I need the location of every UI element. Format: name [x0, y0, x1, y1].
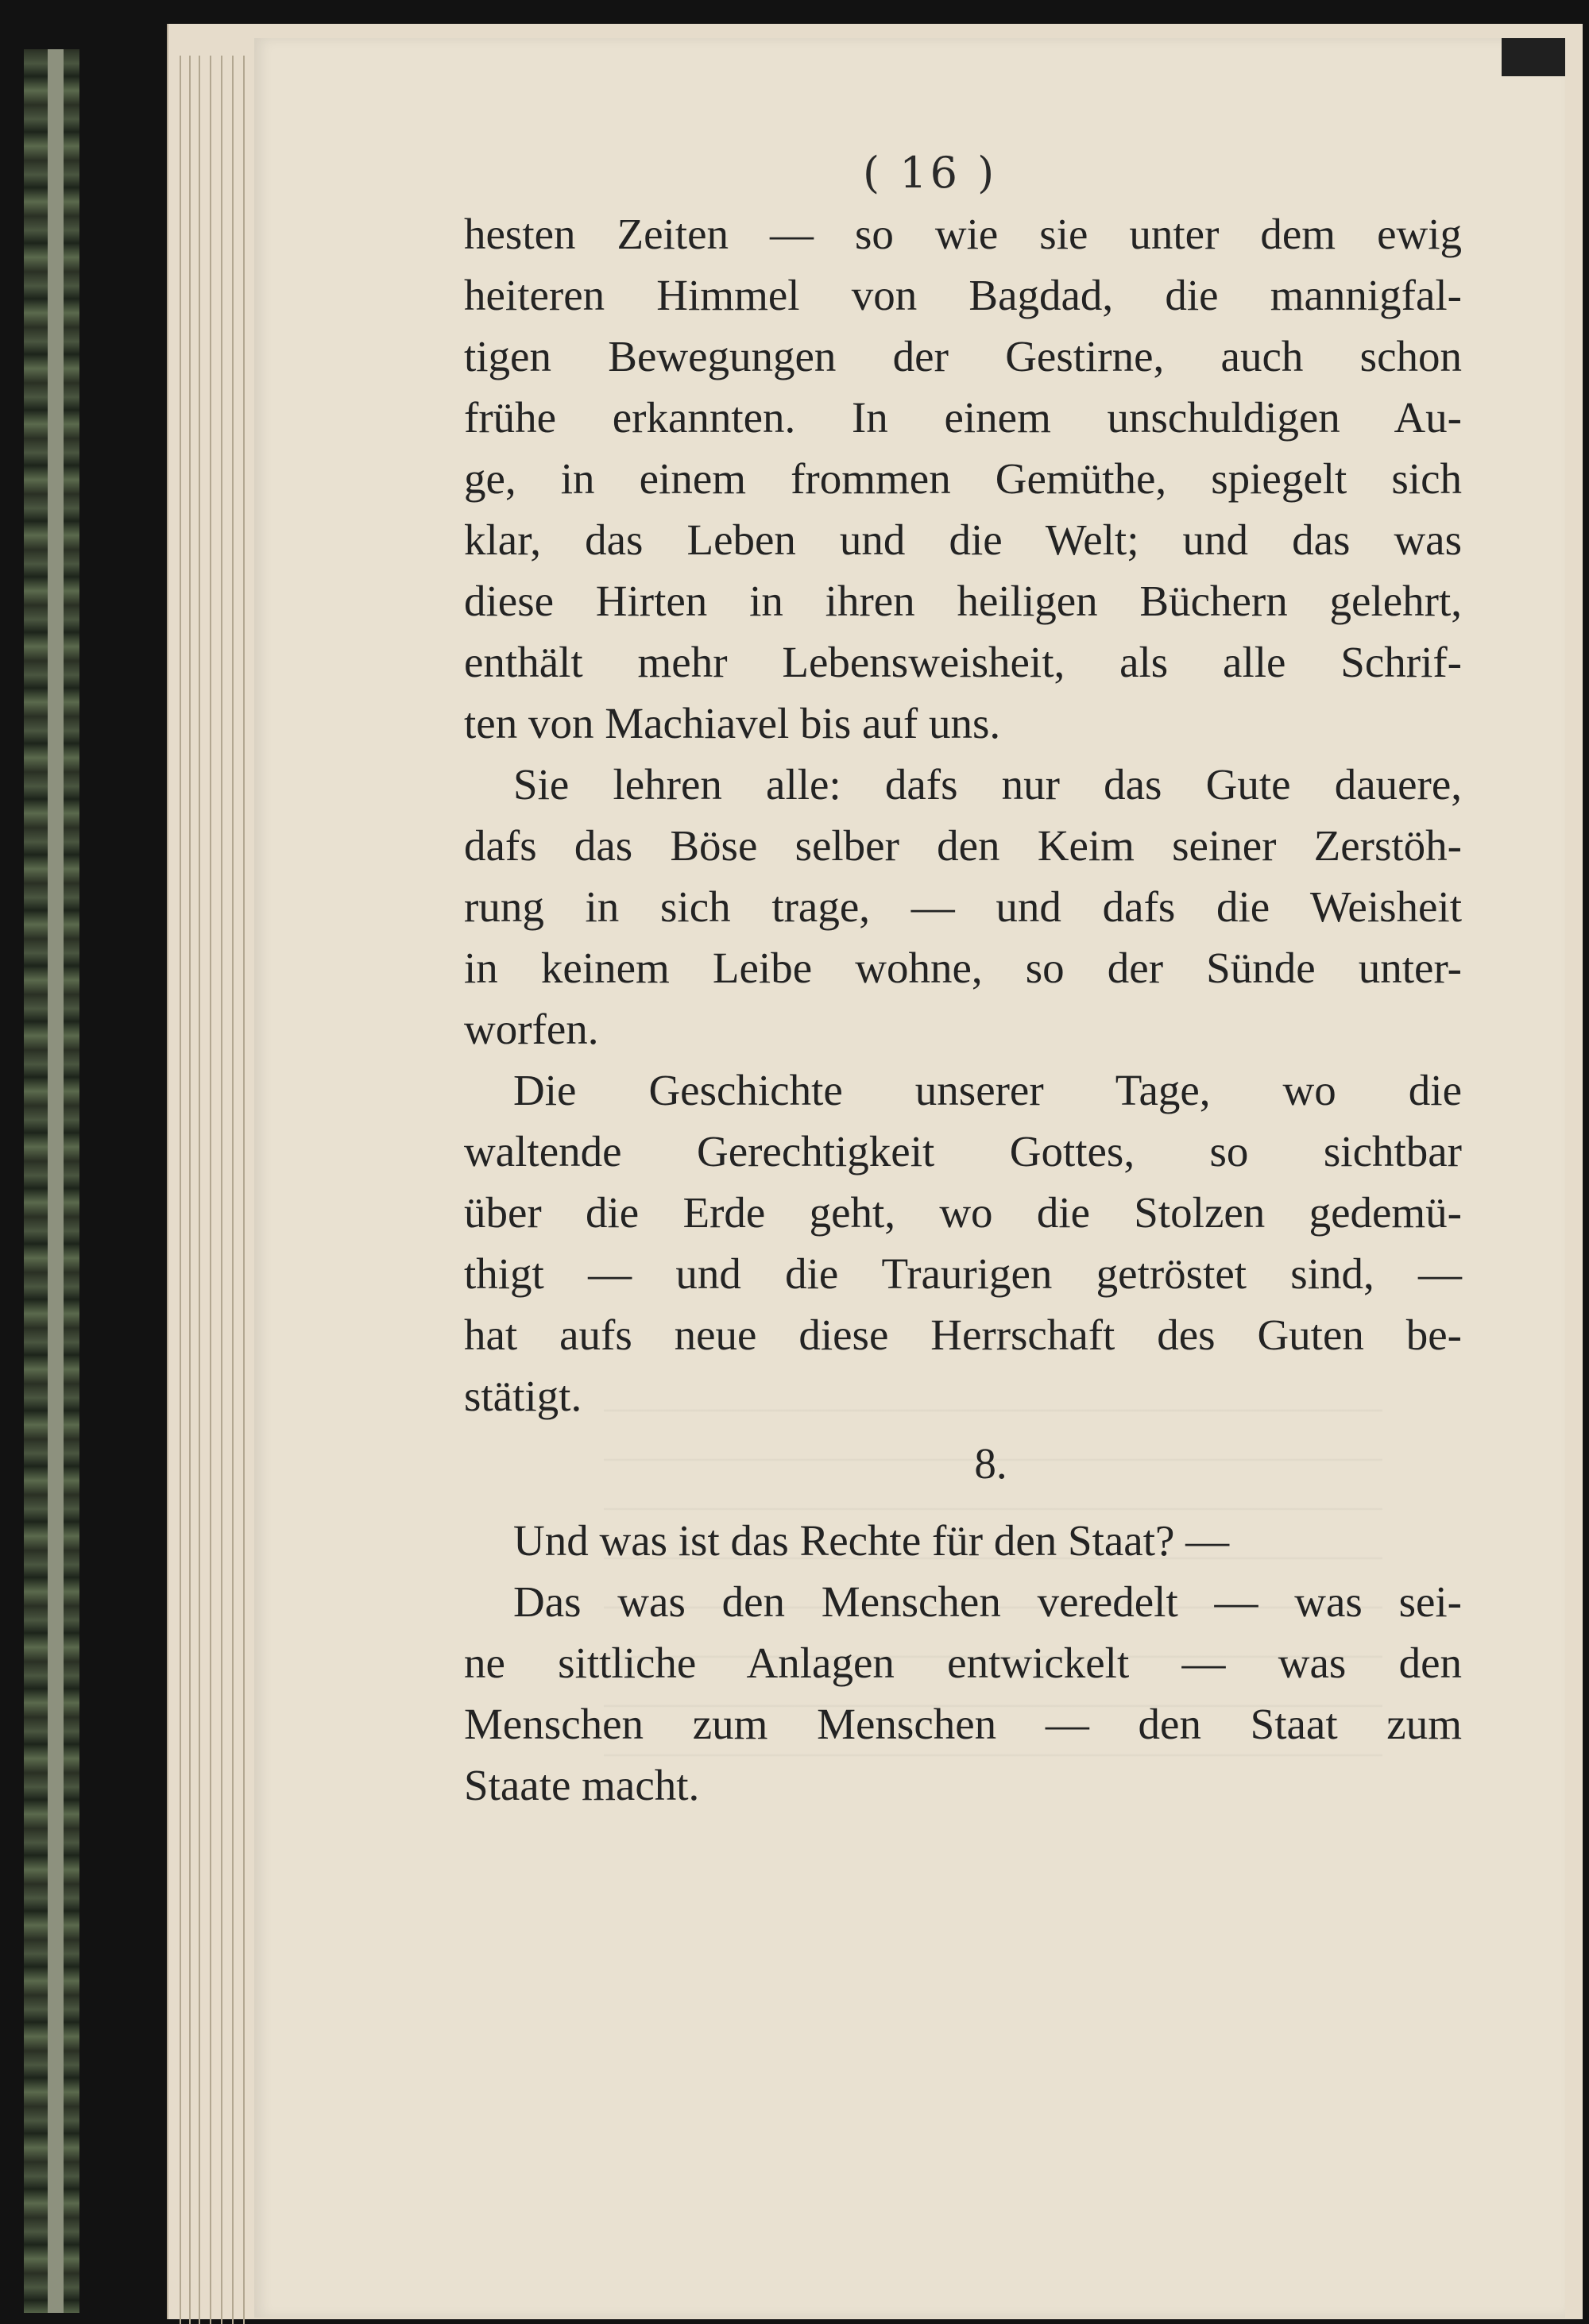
text-line: frühe erkannten. In einem unschuldigen Au-: [464, 393, 1462, 442]
text-line: ten von Machiavel bis auf uns.: [464, 699, 1001, 747]
text-line: hat aufs neue diese Herrschaft des Guten be-: [464, 1311, 1462, 1359]
section-number: 8.: [974, 1439, 1007, 1488]
text-line: thigt — und die Traurigen getröstet sind, —: [464, 1249, 1462, 1298]
text-line: über die Erde geht, wo die Stolzen gedemü-: [464, 1188, 1462, 1237]
leaf-edge: [221, 56, 222, 2324]
text-line: klar, das Leben und die Welt; und das was: [464, 515, 1462, 564]
text-line: Menschen zum Menschen — den Staat zum: [464, 1700, 1462, 1748]
text-line: worfen.: [464, 1005, 599, 1053]
text-line: waltende Gerechtigkeit Gottes, so sichtbar: [464, 1127, 1462, 1176]
leaf-edge: [243, 56, 245, 2324]
leaf-edge: [189, 56, 191, 2324]
text-line: in keinem Leibe wohne, so der Sünde unter-: [464, 944, 1462, 992]
leaf-edge: [210, 56, 211, 2324]
text-line: diese Hirten in ihren heiligen Büchern gelehrt,: [464, 577, 1462, 625]
text-line: Die Geschichte unserer Tage, wo die: [513, 1066, 1462, 1114]
text-line: enthält mehr Lebensweisheit, als alle Schrif-: [464, 638, 1462, 686]
text-line: ge, in einem frommen Gemüthe, spiegelt sich: [464, 454, 1462, 503]
text-line: tigen Bewegungen der Gestirne, auch schon: [464, 332, 1462, 380]
leaf-edge: [232, 56, 234, 2324]
text-line: ne sittliche Anlagen entwickelt — was den: [464, 1639, 1462, 1687]
leaf-edge: [180, 56, 181, 2324]
text-line: hesten Zeiten — so wie sie unter dem ewig: [464, 210, 1462, 258]
text-line: Und was ist das Rechte für den Staat? —: [513, 1516, 1230, 1565]
scan-corner-shadow: [1502, 38, 1565, 76]
page-number: ( 16 ): [863, 148, 998, 198]
text-line: heiteren Himmel von Bagdad, die mannigfal-: [464, 271, 1462, 319]
book-cover-edge: [48, 49, 64, 2313]
text-line: dafs das Böse selber den Keim seiner Zerstöh-: [464, 821, 1462, 870]
text-line: Das was den Menschen veredelt — was sei-: [513, 1577, 1462, 1626]
text-line: Sie lehren alle: dafs nur das Gute dauere,: [513, 760, 1462, 809]
text-line: rung in sich trage, — und dafs die Weisheit: [464, 882, 1462, 931]
text-line: Staate macht.: [464, 1761, 700, 1809]
text-line: stätigt.: [464, 1372, 582, 1420]
leaf-edge: [199, 56, 200, 2324]
page-text-block: [464, 203, 1462, 1816]
